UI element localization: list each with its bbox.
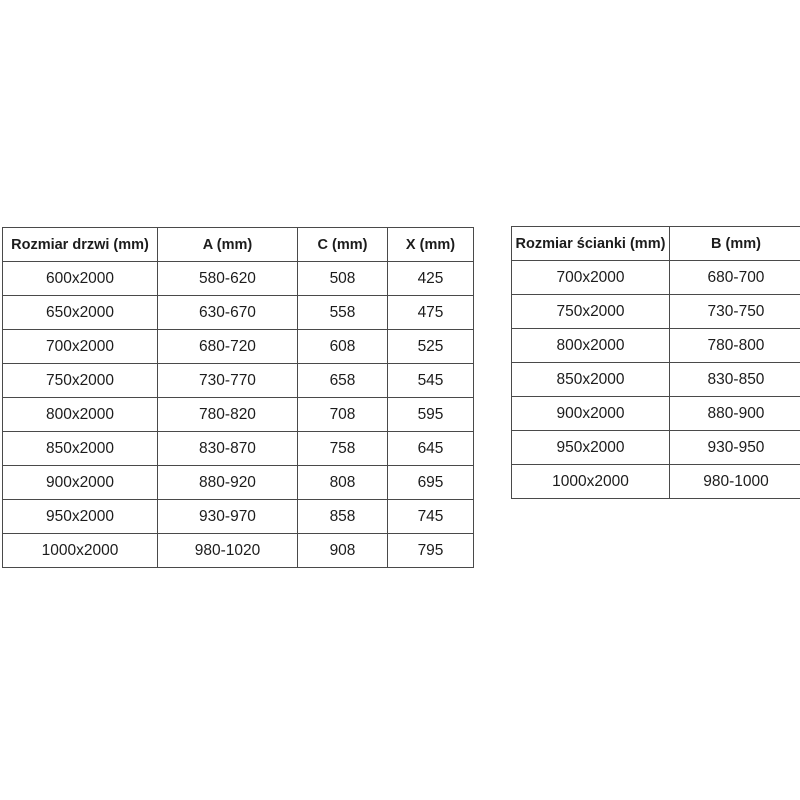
- table-cell: 700x2000: [3, 330, 158, 364]
- table-cell: 658: [298, 364, 388, 398]
- header-cell: X (mm): [388, 228, 474, 262]
- table-cell: 850x2000: [3, 432, 158, 466]
- table-cell: 980-1000: [670, 465, 800, 499]
- table-cell: 630-670: [158, 296, 298, 330]
- table-cell: 900x2000: [512, 397, 670, 431]
- table-cell: 800x2000: [3, 398, 158, 432]
- table-row: [512, 465, 800, 499]
- table-cell: 750x2000: [3, 364, 158, 398]
- header-cell: C (mm): [298, 228, 388, 262]
- table-cell: 780-820: [158, 398, 298, 432]
- table-cell: 600x2000: [3, 262, 158, 296]
- table-cell: 595: [388, 398, 474, 432]
- table-row: [512, 431, 800, 465]
- table-row: [3, 364, 474, 398]
- table-cell: 475: [388, 296, 474, 330]
- table-cell: 880-900: [670, 397, 800, 431]
- table-row: [3, 330, 474, 364]
- table-cell: 850x2000: [512, 363, 670, 397]
- table-cell: 830-850: [670, 363, 800, 397]
- table-cell: 880-920: [158, 466, 298, 500]
- wall-size-table: [511, 226, 800, 499]
- table-cell: 425: [388, 262, 474, 296]
- table-cell: 700x2000: [512, 261, 670, 295]
- table-cell: 900x2000: [3, 466, 158, 500]
- table-row: [3, 534, 474, 568]
- table-cell: 745: [388, 500, 474, 534]
- table-cell: 730-750: [670, 295, 800, 329]
- table-row: [3, 432, 474, 466]
- table-cell: 558: [298, 296, 388, 330]
- table-row: [512, 397, 800, 431]
- table-cell: 795: [388, 534, 474, 568]
- table-cell: 780-800: [670, 329, 800, 363]
- table-cell: 608: [298, 330, 388, 364]
- table-row: [512, 329, 800, 363]
- table-cell: 930-970: [158, 500, 298, 534]
- table-row: [3, 296, 474, 330]
- table-cell: 645: [388, 432, 474, 466]
- door-size-table: [2, 227, 474, 568]
- table-cell: 930-950: [670, 431, 800, 465]
- table-cell: 1000x2000: [512, 465, 670, 499]
- header-cell: B (mm): [670, 227, 800, 261]
- table-row: [3, 500, 474, 534]
- table-cell: 580-620: [158, 262, 298, 296]
- table-cell: 680-700: [670, 261, 800, 295]
- table-row: [512, 295, 800, 329]
- table-cell: 730-770: [158, 364, 298, 398]
- table-cell: 508: [298, 262, 388, 296]
- table-row: [512, 261, 800, 295]
- table-cell: 980-1020: [158, 534, 298, 568]
- header-cell: A (mm): [158, 228, 298, 262]
- table-row: [512, 363, 800, 397]
- table-cell: 830-870: [158, 432, 298, 466]
- table-cell: 750x2000: [512, 295, 670, 329]
- header-cell: Rozmiar ścianki (mm): [512, 227, 670, 261]
- table-row: [3, 262, 474, 296]
- table-cell: 708: [298, 398, 388, 432]
- table-cell: 545: [388, 364, 474, 398]
- table-cell: 650x2000: [3, 296, 158, 330]
- header-cell: Rozmiar drzwi (mm): [3, 228, 158, 262]
- table-cell: 695: [388, 466, 474, 500]
- table-cell: 908: [298, 534, 388, 568]
- header-row: [3, 228, 474, 262]
- table-cell: 758: [298, 432, 388, 466]
- table-cell: 858: [298, 500, 388, 534]
- table-cell: 800x2000: [512, 329, 670, 363]
- header-row: [512, 227, 800, 261]
- table-cell: 680-720: [158, 330, 298, 364]
- table-cell: 808: [298, 466, 388, 500]
- table-row: [3, 398, 474, 432]
- table-cell: 950x2000: [3, 500, 158, 534]
- table-row: [3, 466, 474, 500]
- table-cell: 950x2000: [512, 431, 670, 465]
- table-cell: 1000x2000: [3, 534, 158, 568]
- table-cell: 525: [388, 330, 474, 364]
